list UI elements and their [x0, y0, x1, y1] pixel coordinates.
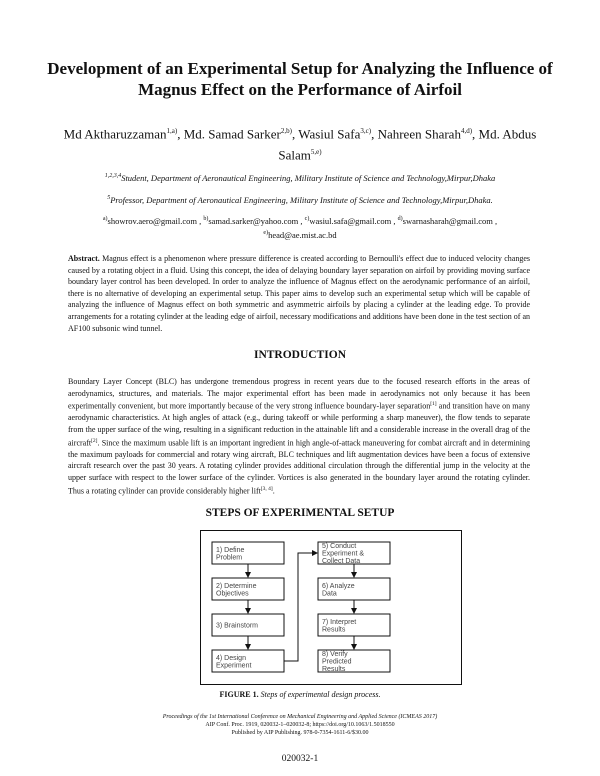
email[interactable]: showrov.aero@gmail.com ,: [107, 215, 202, 226]
author-list: Md Aktharuzzaman$^{1,a)}$, Md. Samad Sarker$^{2,b)}$, Wasiul Safa$^{3,c)}$, Nahreen Sharah$^{4,d)}$, Md. Abdus Salam$^{5,e)}$: [63, 126, 537, 163]
right-step-label: Results: [322, 666, 346, 673]
left-step-label: 4) Design: [216, 654, 246, 662]
footer-line: Proceedings of the 1st International Conference on Mechanical Engineering and Applied Science (ICMEAS 2017): [162, 714, 438, 720]
intro-text: .: [272, 486, 275, 496]
figure-caption-text: Steps of experimental design process.: [260, 690, 381, 699]
abstract-text: Magnus effect is a phenomenon where pressure difference is created according to Bernoulli's effect due to induced velocity changes caused by a rotating object in a fluid. Using this concept, the idea of delaying boundary layer separation on airfoil by providing moving surface boundary layer control has been developed. In order to analyze the influence of Magnus effect on the aerodynamic performance of an airfoil, there is no alternative of developing an experimental setup. This paper aims to develop such an experimental setup which will be capable of analyzing the influence of Magnus effect on both symmetric and asymmetric airfoils by placing a cylinder at the leading edge. To provide arrangements for a rotating cylinder at the leading edge of airfoil, necessary modifications and additions have been done in the test section of an AF100 subsonic wind tunnel.: [68, 254, 531, 333]
email[interactable]: samad.sarker@yahoo.com ,: [208, 215, 303, 226]
introduction-heading: INTRODUCTION: [253, 349, 346, 361]
abstract: [68, 253, 530, 334]
intro-text: and transition have on many aerodynamic characteristics. At high angles of attack (e.g., during takeoff or while performing a sharp maneuver), the flow tends to separate from the upper surface of the wing, resulting in a significant reduction in the attainable lift and a considerable increase in the overall drag of the aircraft: [68, 401, 530, 448]
author-superscript: 3,c): [360, 127, 372, 135]
flow-arrow-connector: [284, 553, 317, 661]
left-step-label: Problem: [216, 554, 243, 562]
left-step-label: Objectives: [216, 590, 249, 598]
author-name: Md. Abdus Salam: [278, 126, 537, 163]
affiliation-superscript: 1,2,3,4: [104, 173, 122, 179]
right-step-label: Collect Data: [322, 558, 361, 565]
email[interactable]: head@ae.mist.ac.bd: [268, 229, 337, 240]
email[interactable]: wasiul.safa@gmail.com ,: [309, 215, 396, 226]
affiliation-text: Student, Department of Aeronautical Engineering, Military Institute of Science and Technology,Mirpur,Dhaka: [121, 172, 496, 183]
left-step-label: 3) Brainstorm: [216, 622, 259, 630]
citation[interactable]: [3, 4]: [260, 485, 273, 492]
footer-line: Published by AIP Publishing. 978-0-7354-1611-6/$30.00: [231, 730, 369, 736]
proceedings-footer: [0, 713, 600, 737]
affiliation-professor: [40, 192, 560, 206]
abstract-label: Abstract.: [68, 254, 100, 263]
citation[interactable]: [1]: [430, 401, 437, 408]
right-step-label: Results: [322, 626, 346, 634]
author-name: Wasiul Safa: [298, 126, 361, 142]
right-step-label: Data: [322, 590, 337, 598]
author-superscript: 5,e): [310, 148, 322, 157]
email-list: [60, 213, 540, 241]
email-superscript: c): [304, 216, 310, 222]
email-superscript: a): [102, 216, 108, 222]
left-step-label: 1) Define: [216, 546, 245, 554]
email-superscript: e): [263, 229, 269, 236]
email-superscript: b): [203, 216, 209, 222]
affiliation-students: [40, 170, 560, 184]
intro-text: Boundary Layer Concept (BLC) has undergone tremendous progress in recent years due to the focused research efforts in the areas of aerodynamics, structures, and materials. The major experimental effort has been made in aerodynamics not only because it has been experimentally convenient, but more importantly because of the very strong influence boundary-layer separation: [68, 377, 530, 411]
email-superscript: d): [397, 216, 403, 222]
paper-title: Development of an Experimental Setup for Analyzing the Influence of Magnus Effect on the Performance of Airfoil: [47, 59, 553, 99]
affiliation-superscript: 5: [107, 195, 111, 201]
author-name: Md Aktharuzzaman: [63, 126, 167, 142]
intro-text: . Since the maximum usable lift is an important ingredient in high angle-of-attack maneuvering for combat aircraft and in determining the maximum payloads for commercial and rotary wing aircraft, BLC techniques and lift augmentation devices have been a focus of extensive aircraft research over the past 30 years. A rotating cylinder provides additional circulation through the differential jump in the velocity at the upper surface with respect to the lower surface of the cylinder. Vortices is also generated in the boundary layer around the rotating cylinder. Thus a rotating cylinder can provide considerably higher lift: [68, 438, 530, 496]
right-step-label: 7) Interpret: [322, 618, 357, 626]
left-step-label: Experiment: [216, 662, 252, 670]
right-step-label: 6) Analyze: [322, 582, 355, 590]
introduction-body: [68, 376, 530, 497]
page-number: 020032-1: [281, 754, 319, 764]
author-superscript: 4,d): [460, 127, 473, 135]
experimental-steps-diagram: [200, 530, 462, 685]
author-superscript: 1,a): [166, 127, 178, 135]
right-step-label: 8) Verify: [322, 651, 348, 658]
citation[interactable]: [2]: [91, 437, 98, 444]
footer-line[interactable]: AIP Conf. Proc. 1919, 020032-1–020032-8; https://doi.org/10.1063/1.5018550: [205, 722, 395, 728]
right-step-label: Predicted: [322, 658, 352, 666]
author-name: Nahreen Sharah: [377, 126, 461, 142]
steps-heading: STEPS OF EXPERIMENTAL SETUP: [205, 507, 395, 519]
email[interactable]: swarnasharah@gmail.com ,: [402, 215, 498, 226]
affiliation-text: Professor, Department of Aeronautical Engineering, Military Institute of Science and Technology,Mirpur,Dhaka.: [110, 194, 493, 205]
right-step-label: Experiment &: [322, 550, 365, 558]
author-superscript: 2,b): [280, 127, 292, 135]
author-name: Md. Samad Sarker: [183, 126, 281, 142]
figure-caption: [0, 690, 600, 699]
right-step-label: 5) Conduct: [322, 543, 357, 550]
figure-label: FIGURE 1.: [219, 690, 259, 699]
left-step-label: 2) Determine: [216, 582, 257, 590]
